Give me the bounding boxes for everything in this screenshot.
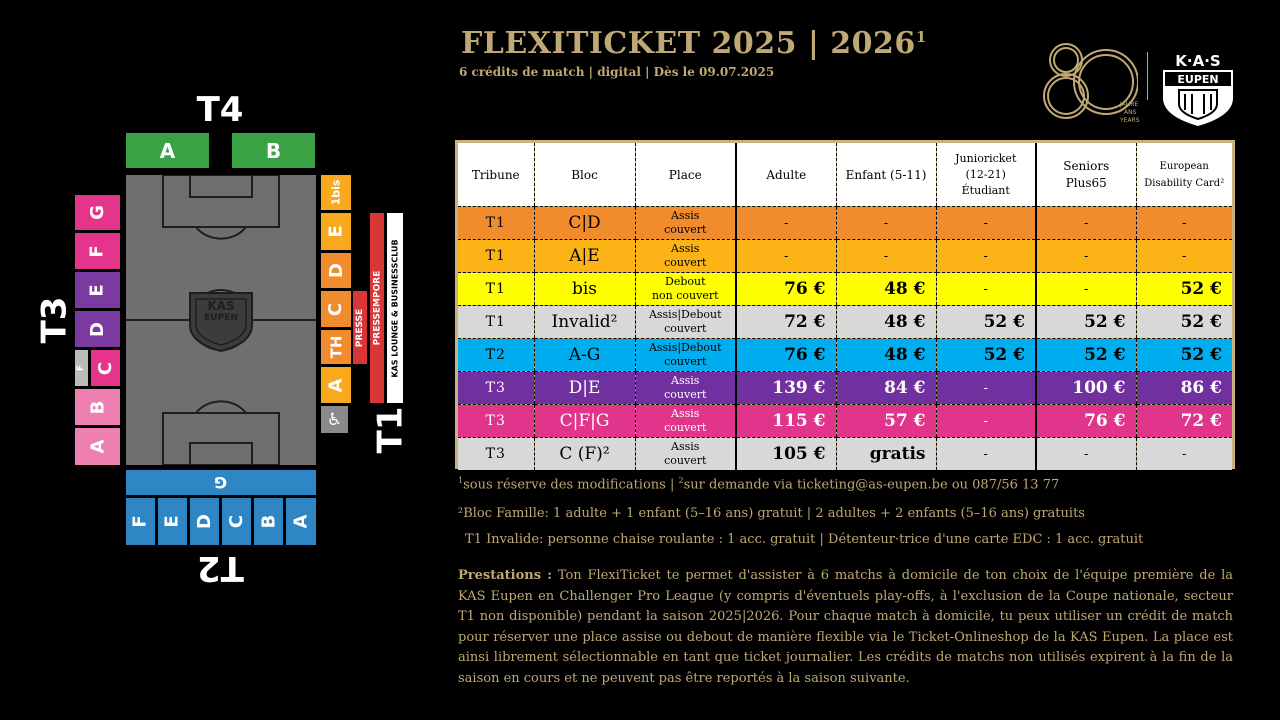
place-line: couvert — [664, 388, 707, 401]
block-t3-d[interactable] — [75, 311, 120, 347]
cell-junior: - — [936, 273, 1036, 306]
cell-seniors: 52 € — [1036, 306, 1136, 339]
club-logo-top: K·A·S — [1175, 52, 1221, 70]
header-bloc: Bloc — [534, 143, 635, 207]
cell-bloc: C|F|G — [534, 405, 635, 438]
anniversary-text-3: YEARS — [1120, 117, 1140, 124]
cell-edc: - — [1136, 207, 1232, 240]
anniversary-logo — [1038, 30, 1138, 130]
block-t1-c[interactable] — [321, 291, 351, 327]
cell-seniors: - — [1036, 240, 1136, 273]
cell-place — [635, 438, 736, 471]
block-t2-b[interactable] — [254, 498, 283, 545]
header-junior — [936, 143, 1036, 207]
block-label: C — [325, 302, 347, 316]
header-tribune: Tribune — [458, 143, 534, 207]
header-seniors — [1036, 143, 1136, 207]
stand-label-t3: T3 — [34, 296, 75, 344]
stand-label-t2: T2 — [196, 548, 244, 588]
header-enfant: Enfant (5-11) — [836, 143, 936, 207]
cell-edc: 72 € — [1136, 405, 1232, 438]
stand-label-t4: T4 — [196, 90, 244, 130]
block-t3-a[interactable] — [75, 428, 120, 465]
block-label: G — [87, 205, 108, 220]
block-label: E — [325, 225, 347, 238]
cell-place — [635, 207, 736, 240]
cell-enfant: 57 € — [836, 405, 936, 438]
block-label: D — [193, 514, 215, 529]
block-t1-e[interactable] — [321, 213, 351, 250]
footnote-3: T1 Invalide: personne chaise roulante : 1 acc. gratuit | Détenteur·trice d'une carte EDC : 1 acc. gratuit — [465, 532, 1144, 547]
cell-enfant: gratis — [836, 438, 936, 471]
block-label: F — [76, 364, 87, 372]
pitch — [126, 175, 316, 465]
block-t1-pressempore[interactable] — [370, 213, 384, 403]
block-label: A — [87, 439, 108, 454]
cell-place — [635, 372, 736, 405]
cell-tribune: T3 — [458, 438, 534, 471]
cell-tribune: T1 — [458, 240, 534, 273]
cell-seniors: - — [1036, 207, 1136, 240]
place-line: couvert — [664, 454, 707, 467]
club-crest-icon — [1161, 50, 1235, 126]
footnote-text: sur demande via ticketing@as-eupen.be ou 087/56 13 77 — [683, 477, 1060, 493]
block-t2-f[interactable] — [126, 498, 155, 545]
cell-junior: - — [936, 372, 1036, 405]
description-label: Prestations : — [458, 568, 553, 583]
block-label: 1bis — [329, 179, 343, 206]
cell-tribune: T3 — [458, 372, 534, 405]
block-t2-e[interactable] — [158, 498, 187, 545]
cell-tribune: T3 — [458, 405, 534, 438]
cell-seniors: - — [1036, 438, 1136, 471]
cell-place — [635, 273, 736, 306]
header-line: Plus65 — [1065, 175, 1107, 190]
cell-junior: - — [936, 207, 1036, 240]
block-t4-a[interactable] — [126, 133, 209, 168]
cell-seniors: 76 € — [1036, 405, 1136, 438]
cell-adulte: - — [736, 207, 836, 240]
block-t3-c[interactable] — [91, 350, 120, 386]
page-title — [461, 26, 927, 61]
cell-junior: 52 € — [936, 339, 1036, 372]
block-t1-th[interactable] — [321, 330, 351, 364]
place-line: Assis — [671, 407, 700, 420]
block-label: E — [161, 515, 183, 528]
block-t1-d[interactable] — [321, 253, 351, 288]
place-line: Assis|Debout — [648, 308, 722, 321]
cell-edc: 52 € — [1136, 339, 1232, 372]
cell-tribune: T1 — [458, 207, 534, 240]
cell-edc: - — [1136, 240, 1232, 273]
header-place: Place — [635, 143, 736, 207]
place-line: couvert — [664, 256, 707, 269]
cell-bloc: D|E — [534, 372, 635, 405]
header-line: Junioricket — [955, 151, 1017, 165]
block-label: KAS LOUNGE & BUSINESSCLUB — [390, 238, 400, 378]
block-label: B — [265, 138, 282, 163]
header-edc — [1136, 143, 1232, 207]
place-line: Assis — [671, 440, 700, 453]
table-row — [458, 438, 1232, 471]
block-t1-lounge[interactable] — [387, 213, 403, 403]
table-row — [458, 273, 1232, 306]
pitch-logo-top: KAS — [207, 299, 235, 313]
block-t1-presse[interactable] — [353, 291, 367, 364]
block-t3-b[interactable] — [75, 389, 120, 425]
cell-junior: - — [936, 405, 1036, 438]
block-label: B — [86, 400, 108, 414]
cell-bloc: bis — [534, 273, 635, 306]
cell-edc: - — [1136, 438, 1232, 471]
place-line: Assis — [671, 209, 700, 222]
cell-place — [635, 306, 736, 339]
table-header-row — [458, 143, 1232, 207]
page-subtitle: 6 crédits de match | digital | Dès le 09.07.2025 — [459, 65, 775, 79]
wheelchair-icon: ♿ — [321, 406, 348, 433]
cell-enfant: 48 € — [836, 273, 936, 306]
cell-bloc: C|D — [534, 207, 635, 240]
place-line: couvert — [664, 223, 707, 236]
block-t2-c[interactable] — [222, 498, 251, 545]
block-label: C — [226, 514, 247, 529]
place-line: Assis — [671, 374, 700, 387]
club-logo — [1161, 50, 1235, 126]
cell-bloc: C (F)² — [534, 438, 635, 471]
price-table — [458, 143, 1232, 471]
block-t4-b[interactable] — [232, 133, 315, 168]
place-line: couvert — [664, 355, 707, 368]
cell-enfant: - — [836, 240, 936, 273]
cell-tribune: T1 — [458, 273, 534, 306]
stand-label-t1: T1 — [370, 406, 411, 454]
logo-divider — [1147, 52, 1148, 100]
table-row — [458, 306, 1232, 339]
cell-adulte: 115 € — [736, 405, 836, 438]
cell-tribune: T1 — [458, 306, 534, 339]
cell-enfant: 84 € — [836, 372, 936, 405]
block-t2-d[interactable] — [190, 498, 219, 545]
block-label: A — [159, 138, 176, 163]
block-label: F — [129, 515, 151, 528]
cell-enfant: - — [836, 207, 936, 240]
block-label: A — [290, 514, 312, 529]
place-line: Assis — [671, 242, 700, 255]
footnote-1 — [458, 476, 1059, 492]
place-line: Debout — [665, 275, 706, 288]
footnote-text: sous réserve des modifications | — [463, 477, 679, 493]
header-line: European — [1159, 160, 1209, 172]
cell-enfant: 48 € — [836, 306, 936, 339]
cell-junior: - — [936, 438, 1036, 471]
block-t1-a[interactable] — [321, 367, 351, 403]
block-label: PRESSEMPORE — [372, 270, 383, 346]
stadium-map — [0, 0, 440, 720]
cell-junior: 52 € — [936, 306, 1036, 339]
block-t1-1bis[interactable] — [321, 175, 351, 210]
cell-edc: 86 € — [1136, 372, 1232, 405]
table-row — [458, 405, 1232, 438]
anniversary-80-icon — [1038, 30, 1138, 130]
block-label: D — [86, 321, 108, 337]
cell-edc: 52 € — [1136, 306, 1232, 339]
title-footnote-mark: 1 — [915, 28, 927, 46]
block-t3-f-small[interactable] — [75, 350, 88, 386]
place-line: couvert — [664, 421, 707, 434]
header-adulte: Adulte — [736, 143, 836, 207]
anniversary-text-1: JAHRE — [1120, 101, 1139, 108]
block-t3-e[interactable] — [75, 272, 120, 308]
block-t2-g[interactable] — [126, 470, 316, 495]
block-t3-f[interactable] — [75, 233, 120, 269]
cell-bloc: A-G — [534, 339, 635, 372]
table-row — [458, 207, 1232, 240]
footnote-mark: 1 — [458, 476, 464, 485]
price-table-frame — [455, 140, 1235, 469]
cell-seniors: 52 € — [1036, 339, 1136, 372]
block-label: PRESSE — [355, 308, 366, 347]
cell-adulte: 76 € — [736, 273, 836, 306]
cell-seniors: - — [1036, 273, 1136, 306]
cell-place — [635, 240, 736, 273]
prestations-description — [458, 566, 1233, 689]
block-label: G — [214, 473, 228, 492]
description-text: Ton FlexiTicket te permet d'assister à 6 matchs à domicile de ton choix de l'équipe première de la KAS Eupen en Challenger Pro League (y compris d'éventuels play-offs, à l'exclusion de la Coupe nationale, secteur T1 non disponible) pendant la saison 2025|2026. Pour chaque match à domicile, tu peux utiliser un crédit de match pour réserver une place assise ou debout de manière flexible via le Ticket-Onlineshop de la KAS Eupen. La place est ainsi librement sélectionnable en tant que ticket journalier. Les crédits de matchs non utilisés expirent à la fin de la saison en cours et ne peuvent pas être reportés à la saison suivante. — [458, 568, 1233, 686]
block-label: A — [325, 378, 347, 392]
anniversary-text-2: ANS — [1124, 109, 1137, 116]
cell-junior: - — [936, 240, 1036, 273]
block-label: E — [86, 283, 108, 297]
cell-enfant: 48 € — [836, 339, 936, 372]
block-label: C — [95, 361, 116, 375]
place-line: non couvert — [651, 289, 719, 302]
club-logo-name: EUPEN — [1177, 73, 1219, 86]
block-t2-a[interactable] — [286, 498, 316, 545]
header-line: Disability Card² — [1144, 177, 1225, 189]
cell-adulte: - — [736, 240, 836, 273]
cell-tribune: T2 — [458, 339, 534, 372]
table-row — [458, 339, 1232, 372]
place-line: Assis|Debout — [648, 341, 722, 354]
header-line: Seniors — [1063, 158, 1110, 173]
block-t3-g[interactable] — [75, 195, 120, 230]
place-line: couvert — [664, 322, 707, 335]
block-label: TH — [326, 335, 345, 359]
footnote-2: ²Bloc Famille: 1 adulte + 1 enfant (5–16 ans) gratuit | 2 adultes + 2 enfants (5–16 ans) gratuits — [458, 506, 1085, 521]
title-text: FLEXITICKET 2025 | 2026 — [461, 26, 916, 61]
table-row — [458, 372, 1232, 405]
cell-edc: 52 € — [1136, 273, 1232, 306]
block-label: F — [86, 244, 108, 258]
header-line: (12-21) — [965, 167, 1006, 181]
cell-adulte: 76 € — [736, 339, 836, 372]
header-line: Étudiant — [961, 183, 1010, 197]
table-row — [458, 240, 1232, 273]
pitch-logo-bottom: EUPEN — [204, 313, 238, 323]
cell-adulte: 72 € — [736, 306, 836, 339]
cell-bloc: A|E — [534, 240, 635, 273]
cell-place — [635, 339, 736, 372]
cell-adulte: 105 € — [736, 438, 836, 471]
cell-seniors: 100 € — [1036, 372, 1136, 405]
cell-adulte: 139 € — [736, 372, 836, 405]
footnote-mark: 2 — [678, 476, 684, 485]
block-label: D — [325, 263, 347, 278]
block-label: B — [257, 514, 279, 529]
cell-bloc: Invalid² — [534, 306, 635, 339]
cell-place — [635, 405, 736, 438]
